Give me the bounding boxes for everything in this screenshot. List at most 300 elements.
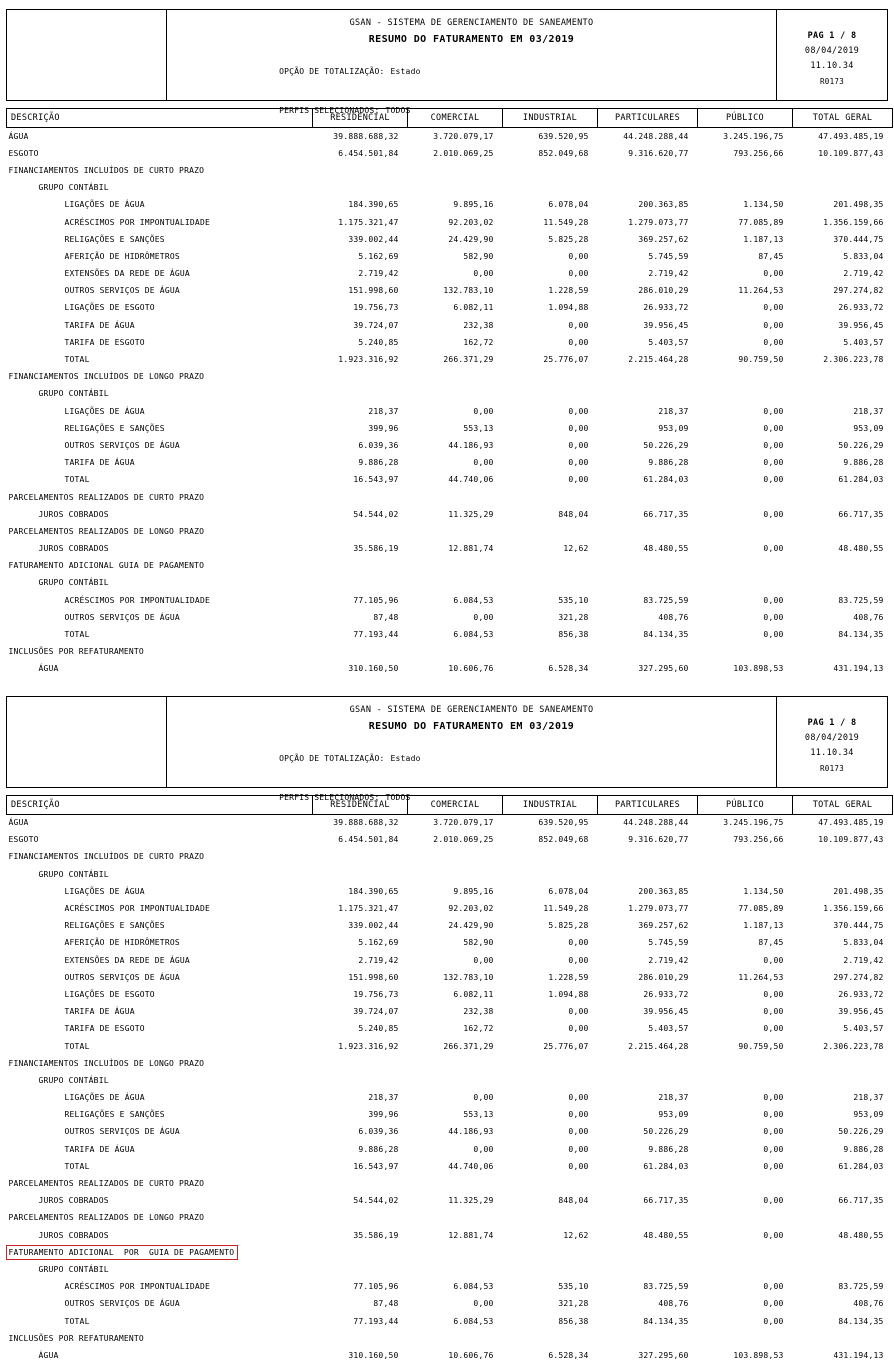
row-value <box>793 368 893 385</box>
row-value: 26.933,72 <box>793 299 893 316</box>
row-value <box>313 368 408 385</box>
row-value <box>698 523 793 540</box>
row-value: 431.194,13 <box>793 660 893 677</box>
col-header-publico-2: PÚBLICO <box>698 795 793 814</box>
table-row <box>7 917 893 934</box>
row-label: PARCELAMENTOS REALIZADOS DE CURTO PRAZO <box>7 488 313 505</box>
row-label: JUROS COBRADOS <box>7 1192 313 1209</box>
row-value: 44.248.288,44 <box>598 128 698 145</box>
row-value: 0,00 <box>698 299 793 316</box>
row-value: 12.881,74 <box>408 540 503 557</box>
row-value: 87,48 <box>313 609 408 626</box>
row-value: 218,37 <box>313 403 408 420</box>
row-value: 92.203,02 <box>408 213 503 230</box>
report-id-2: R0173 <box>777 761 887 776</box>
row-value: 39.956,45 <box>598 317 698 334</box>
row-value: 0,00 <box>698 609 793 626</box>
row-value: 87,45 <box>698 248 793 265</box>
row-value: 26.933,72 <box>598 986 698 1003</box>
row-value <box>408 866 503 883</box>
report-date: 08/04/2019 <box>777 44 887 59</box>
row-value <box>408 1055 503 1072</box>
row-value: 5.403,57 <box>793 334 893 351</box>
row-value: 11.325,29 <box>408 1192 503 1209</box>
row-value: 535,10 <box>503 592 598 609</box>
col-header-residencial-2: RESIDENCIAL <box>313 795 408 814</box>
table-row <box>7 986 893 1003</box>
row-value: 639.520,95 <box>503 128 598 145</box>
row-value <box>313 179 408 196</box>
row-value <box>503 1072 598 1089</box>
row-value <box>503 557 598 574</box>
row-value: 0,00 <box>698 265 793 282</box>
row-value: 6.078,04 <box>503 196 598 213</box>
table-row <box>7 1295 893 1312</box>
row-value: 0,00 <box>408 403 503 420</box>
row-value: 1.175.321,47 <box>313 900 408 917</box>
row-value: 0,00 <box>503 934 598 951</box>
row-value: 793.256,66 <box>698 145 793 162</box>
row-value: 0,00 <box>698 1141 793 1158</box>
row-value: 90.759,50 <box>698 351 793 368</box>
row-value <box>408 1261 503 1278</box>
row-value <box>698 1072 793 1089</box>
row-value <box>698 848 793 865</box>
table-body-second <box>7 814 893 1364</box>
table-row <box>7 574 893 591</box>
row-value: 2.215.464,28 <box>598 1037 698 1054</box>
row-value: 0,00 <box>503 403 598 420</box>
row-label: GRUPO CONTÁBIL <box>7 866 313 883</box>
row-value: 953,09 <box>793 1106 893 1123</box>
row-value: 0,00 <box>503 437 598 454</box>
row-value: 26.933,72 <box>598 299 698 316</box>
row-value: 5.745,59 <box>598 934 698 951</box>
perfis-label: PERFIS SELECIONADOS: <box>279 106 379 115</box>
row-value: 5.403,57 <box>598 334 698 351</box>
row-value: 200.363,85 <box>598 196 698 213</box>
table-row <box>7 506 893 523</box>
row-label: JUROS COBRADOS <box>7 506 313 523</box>
row-label: TOTAL <box>7 471 313 488</box>
table-row <box>7 403 893 420</box>
row-label: TOTAL <box>7 1312 313 1329</box>
row-value: 399,96 <box>313 1106 408 1123</box>
row-value: 0,00 <box>408 265 503 282</box>
row-value <box>503 1209 598 1226</box>
row-value <box>408 1072 503 1089</box>
row-value: 327.295,60 <box>598 660 698 677</box>
row-value: 48.480,55 <box>793 540 893 557</box>
row-value: 83.725,59 <box>598 592 698 609</box>
row-value: 48.480,55 <box>598 540 698 557</box>
row-value: 0,00 <box>698 437 793 454</box>
totalizacao-value-2: Estado <box>391 754 421 763</box>
row-label: TOTAL <box>7 626 313 643</box>
row-value: 5.403,57 <box>793 1020 893 1037</box>
row-value: 321,28 <box>503 1295 598 1312</box>
row-value: 77.085,89 <box>698 213 793 230</box>
row-value <box>503 162 598 179</box>
row-value: 24.429,90 <box>408 231 503 248</box>
row-label: JUROS COBRADOS <box>7 540 313 557</box>
row-value <box>793 1261 893 1278</box>
row-value <box>793 1244 893 1261</box>
row-value: 408,76 <box>793 609 893 626</box>
row-value: 0,00 <box>698 1278 793 1295</box>
table-row <box>7 660 893 677</box>
row-value: 1.094,88 <box>503 299 598 316</box>
row-value: 0,00 <box>503 1089 598 1106</box>
row-label: ACRÉSCIMOS POR IMPONTUALIDADE <box>7 213 313 230</box>
row-value: 77.085,89 <box>698 900 793 917</box>
totalizacao-label-2: OPÇÃO DE TOTALIZAÇÃO: <box>279 754 384 763</box>
row-value: 5.745,59 <box>598 248 698 265</box>
row-label: OUTROS SERVIÇOS DE ÁGUA <box>7 609 313 626</box>
row-value: 1.228,59 <box>503 969 598 986</box>
row-label: RELIGAÇÕES E SANÇÕES <box>7 420 313 437</box>
row-value: 0,00 <box>698 626 793 643</box>
row-value: 61.284,03 <box>793 1158 893 1175</box>
report-time: 11.10.34 <box>777 59 887 74</box>
row-value: 266.371,29 <box>408 1037 503 1054</box>
header-logo-cell-2 <box>7 697 167 787</box>
table-row <box>7 592 893 609</box>
row-value: 84.134,35 <box>598 1312 698 1329</box>
row-value: 132.783,10 <box>408 282 503 299</box>
row-value: 1.175.321,47 <box>313 213 408 230</box>
table-row <box>7 231 893 248</box>
row-label: LIGAÇÕES DE ESGOTO <box>7 986 313 1003</box>
row-value <box>793 523 893 540</box>
row-value: 9.886,28 <box>598 454 698 471</box>
row-value <box>598 848 698 865</box>
row-value: 11.549,28 <box>503 213 598 230</box>
row-value <box>698 385 793 402</box>
perfis-field-2 <box>167 784 776 811</box>
table-row <box>7 368 893 385</box>
row-value <box>313 574 408 591</box>
table-row <box>7 282 893 299</box>
row-value: 1.187,13 <box>698 231 793 248</box>
row-value: 9.316.620,77 <box>598 831 698 848</box>
row-value: 90.759,50 <box>698 1037 793 1054</box>
row-value <box>793 848 893 865</box>
page-indicator-2: PAG 1 / 8 <box>777 716 887 731</box>
row-value: 84.134,35 <box>793 1312 893 1329</box>
row-value: 286.010,29 <box>598 969 698 986</box>
row-value <box>313 1209 408 1226</box>
row-value: 66.717,35 <box>598 506 698 523</box>
document-title: RESUMO DO FATURAMENTO EM 03/2019 <box>167 34 776 45</box>
row-value <box>503 574 598 591</box>
row-value: 0,00 <box>698 1227 793 1244</box>
row-value: 399,96 <box>313 420 408 437</box>
row-value: 0,00 <box>503 1003 598 1020</box>
table-row <box>7 317 893 334</box>
row-value: 6.528,34 <box>503 660 598 677</box>
header-meta-cell <box>777 10 887 100</box>
col-header-descricao-2: DESCRIÇÃO <box>7 795 313 814</box>
row-value: 103.898,53 <box>698 660 793 677</box>
table-row <box>7 179 893 196</box>
row-value: 39.956,45 <box>793 1003 893 1020</box>
row-value: 9.895,16 <box>408 196 503 213</box>
row-value <box>793 574 893 591</box>
row-value: 83.725,59 <box>793 592 893 609</box>
row-value: 0,00 <box>698 1106 793 1123</box>
row-value: 218,37 <box>793 403 893 420</box>
table-row <box>7 1227 893 1244</box>
row-value: 3.245.196,75 <box>698 814 793 831</box>
row-value <box>503 368 598 385</box>
table-row <box>7 471 893 488</box>
row-value: 10.109.877,43 <box>793 831 893 848</box>
col-header-comercial: COMERCIAL <box>408 109 503 128</box>
row-value <box>503 385 598 402</box>
row-value <box>598 523 698 540</box>
row-value <box>408 643 503 660</box>
row-value <box>793 643 893 660</box>
row-value: 5.403,57 <box>598 1020 698 1037</box>
row-value <box>598 179 698 196</box>
row-value: 0,00 <box>408 454 503 471</box>
row-label: ÁGUA <box>7 128 313 145</box>
row-value: 26.933,72 <box>793 986 893 1003</box>
perfis-value-2: TODOS <box>385 793 410 802</box>
row-value <box>313 1175 408 1192</box>
row-value <box>793 1175 893 1192</box>
row-value: 0,00 <box>698 592 793 609</box>
row-value: 0,00 <box>503 1106 598 1123</box>
row-value <box>598 1209 698 1226</box>
row-label: JUROS COBRADOS <box>7 1227 313 1244</box>
row-value <box>408 179 503 196</box>
row-value: 408,76 <box>793 1295 893 1312</box>
row-value <box>503 1175 598 1192</box>
row-value: 6.528,34 <box>503 1347 598 1364</box>
row-value: 12,62 <box>503 1227 598 1244</box>
row-value <box>408 1209 503 1226</box>
row-value <box>598 368 698 385</box>
row-value <box>313 1244 408 1261</box>
row-value: 0,00 <box>698 1295 793 1312</box>
row-value: 0,00 <box>698 986 793 1003</box>
row-label: ACRÉSCIMOS POR IMPONTUALIDADE <box>7 592 313 609</box>
row-value: 48.480,55 <box>793 1227 893 1244</box>
row-value <box>793 1209 893 1226</box>
row-value: 582,90 <box>408 934 503 951</box>
row-value: 6.082,11 <box>408 986 503 1003</box>
row-value: 9.886,28 <box>793 454 893 471</box>
table-row <box>7 1192 893 1209</box>
row-label: PARCELAMENTOS REALIZADOS DE CURTO PRAZO <box>7 1175 313 1192</box>
faturamento-table-first <box>6 108 893 678</box>
row-value: 103.898,53 <box>698 1347 793 1364</box>
row-value: 35.586,19 <box>313 540 408 557</box>
row-value <box>598 385 698 402</box>
row-value: 19.756,73 <box>313 299 408 316</box>
row-value: 11.264,53 <box>698 969 793 986</box>
row-value <box>698 1175 793 1192</box>
table-row <box>7 351 893 368</box>
row-value <box>698 488 793 505</box>
row-value: 2.719,42 <box>598 265 698 282</box>
row-value: 0,00 <box>503 471 598 488</box>
row-value: 0,00 <box>408 1295 503 1312</box>
row-value: 44.740,06 <box>408 471 503 488</box>
row-value: 1.134,50 <box>698 883 793 900</box>
row-value <box>313 385 408 402</box>
row-value: 0,00 <box>698 1158 793 1175</box>
table-row <box>7 196 893 213</box>
row-value: 47.493.485,19 <box>793 128 893 145</box>
table-row <box>7 1037 893 1054</box>
row-value: 0,00 <box>503 952 598 969</box>
row-value: 3.720.079,17 <box>408 814 503 831</box>
row-value: 1.094,88 <box>503 986 598 1003</box>
row-value: 162,72 <box>408 334 503 351</box>
row-value: 0,00 <box>698 1089 793 1106</box>
row-value: 6.084,53 <box>408 626 503 643</box>
row-value <box>598 1072 698 1089</box>
row-value: 25.776,07 <box>503 1037 598 1054</box>
row-value: 0,00 <box>698 1123 793 1140</box>
row-value: 2.306.223,78 <box>793 1037 893 1054</box>
row-value: 793.256,66 <box>698 831 793 848</box>
row-value: 50.226,29 <box>793 437 893 454</box>
row-value: 2.215.464,28 <box>598 351 698 368</box>
table-row <box>7 1089 893 1106</box>
row-value: 5.825,28 <box>503 917 598 934</box>
row-value: 5.833,04 <box>793 934 893 951</box>
row-value: 327.295,60 <box>598 1347 698 1364</box>
row-value <box>598 1261 698 1278</box>
totalizacao-field-2 <box>167 745 776 772</box>
row-value: 5.162,69 <box>313 248 408 265</box>
header-title-cell-2 <box>167 697 777 787</box>
report-copy-first <box>0 9 894 678</box>
row-value: 6.084,53 <box>408 592 503 609</box>
row-value <box>793 162 893 179</box>
row-value: 1.228,59 <box>503 282 598 299</box>
row-value <box>313 488 408 505</box>
row-label: OUTROS SERVIÇOS DE ÁGUA <box>7 969 313 986</box>
row-value: 47.493.485,19 <box>793 814 893 831</box>
row-value <box>598 574 698 591</box>
row-value: 16.543,97 <box>313 1158 408 1175</box>
row-value: 44.186,93 <box>408 1123 503 1140</box>
row-value <box>408 1330 503 1347</box>
row-value: 9.886,28 <box>598 1141 698 1158</box>
row-value: 953,09 <box>598 420 698 437</box>
row-value: 582,90 <box>408 248 503 265</box>
row-label: AFERIÇÃO DE HIDRÔMETROS <box>7 248 313 265</box>
totalizacao-value: Estado <box>391 67 421 76</box>
table-row <box>7 831 893 848</box>
row-value: 9.895,16 <box>408 883 503 900</box>
table-row <box>7 969 893 986</box>
row-value: 44.248.288,44 <box>598 814 698 831</box>
row-value: 2.306.223,78 <box>793 351 893 368</box>
row-value: 61.284,03 <box>598 471 698 488</box>
row-value: 11.264,53 <box>698 282 793 299</box>
row-value <box>793 385 893 402</box>
row-value <box>793 1072 893 1089</box>
document-title-2: RESUMO DO FATURAMENTO EM 03/2019 <box>167 721 776 732</box>
row-value: 50.226,29 <box>598 1123 698 1140</box>
row-value <box>698 1261 793 1278</box>
system-title: GSAN - SISTEMA DE GERENCIAMENTO DE SANEAMENTO <box>167 18 776 28</box>
row-value: 48.480,55 <box>598 1227 698 1244</box>
row-value: 310.160,50 <box>313 1347 408 1364</box>
table-row <box>7 437 893 454</box>
row-value: 232,38 <box>408 1003 503 1020</box>
table-row <box>7 265 893 282</box>
row-value: 39.956,45 <box>793 317 893 334</box>
row-label: ESGOTO <box>7 831 313 848</box>
row-value: 66.717,35 <box>793 506 893 523</box>
row-value: 0,00 <box>503 1123 598 1140</box>
row-value: 0,00 <box>503 317 598 334</box>
row-value <box>698 1330 793 1347</box>
row-label: OUTROS SERVIÇOS DE ÁGUA <box>7 1295 313 1312</box>
row-value <box>598 557 698 574</box>
system-title-2: GSAN - SISTEMA DE GERENCIAMENTO DE SANEAMENTO <box>167 705 776 715</box>
page-indicator: PAG 1 / 8 <box>777 29 887 44</box>
row-value: 856,38 <box>503 1312 598 1329</box>
row-value: 1.279.073,77 <box>598 900 698 917</box>
perfis-field <box>167 97 776 124</box>
row-value <box>698 368 793 385</box>
row-value <box>313 523 408 540</box>
totalizacao-label: OPÇÃO DE TOTALIZAÇÃO: <box>279 67 384 76</box>
col-header-residencial: RESIDENCIAL <box>313 109 408 128</box>
row-label: ESGOTO <box>7 145 313 162</box>
row-value: 184.390,65 <box>313 883 408 900</box>
row-label: TARIFA DE ÁGUA <box>7 1141 313 1158</box>
row-label: OUTROS SERVIÇOS DE ÁGUA <box>7 437 313 454</box>
row-value: 0,00 <box>503 420 598 437</box>
report-copy-second <box>0 696 894 1364</box>
row-value: 39.888.688,32 <box>313 814 408 831</box>
row-value: 1.356.159,66 <box>793 900 893 917</box>
row-label <box>7 1244 313 1261</box>
table-row <box>7 1278 893 1295</box>
table-row <box>7 1123 893 1140</box>
row-value: 9.886,28 <box>793 1141 893 1158</box>
col-header-publico: PÚBLICO <box>698 109 793 128</box>
table-row <box>7 540 893 557</box>
row-value: 39.956,45 <box>598 1003 698 1020</box>
row-value: 44.186,93 <box>408 437 503 454</box>
row-value: 6.078,04 <box>503 883 598 900</box>
highlighted-row-label: FATURAMENTO ADICIONAL POR GUIA DE PAGAMENTO <box>6 1245 239 1260</box>
row-value <box>793 488 893 505</box>
row-value <box>698 1209 793 1226</box>
row-value: 5.240,85 <box>313 334 408 351</box>
row-value: 339.002,44 <box>313 231 408 248</box>
row-value <box>503 866 598 883</box>
table-row <box>7 1106 893 1123</box>
table-row <box>7 213 893 230</box>
row-value <box>598 1175 698 1192</box>
row-value <box>408 848 503 865</box>
perfis-label-2: PERFIS SELECIONADOS: <box>279 793 379 802</box>
row-value: 0,00 <box>698 1003 793 1020</box>
table-row <box>7 866 893 883</box>
row-label: FINANCIAMENTOS INCLUÍDOS DE CURTO PRAZO <box>7 162 313 179</box>
